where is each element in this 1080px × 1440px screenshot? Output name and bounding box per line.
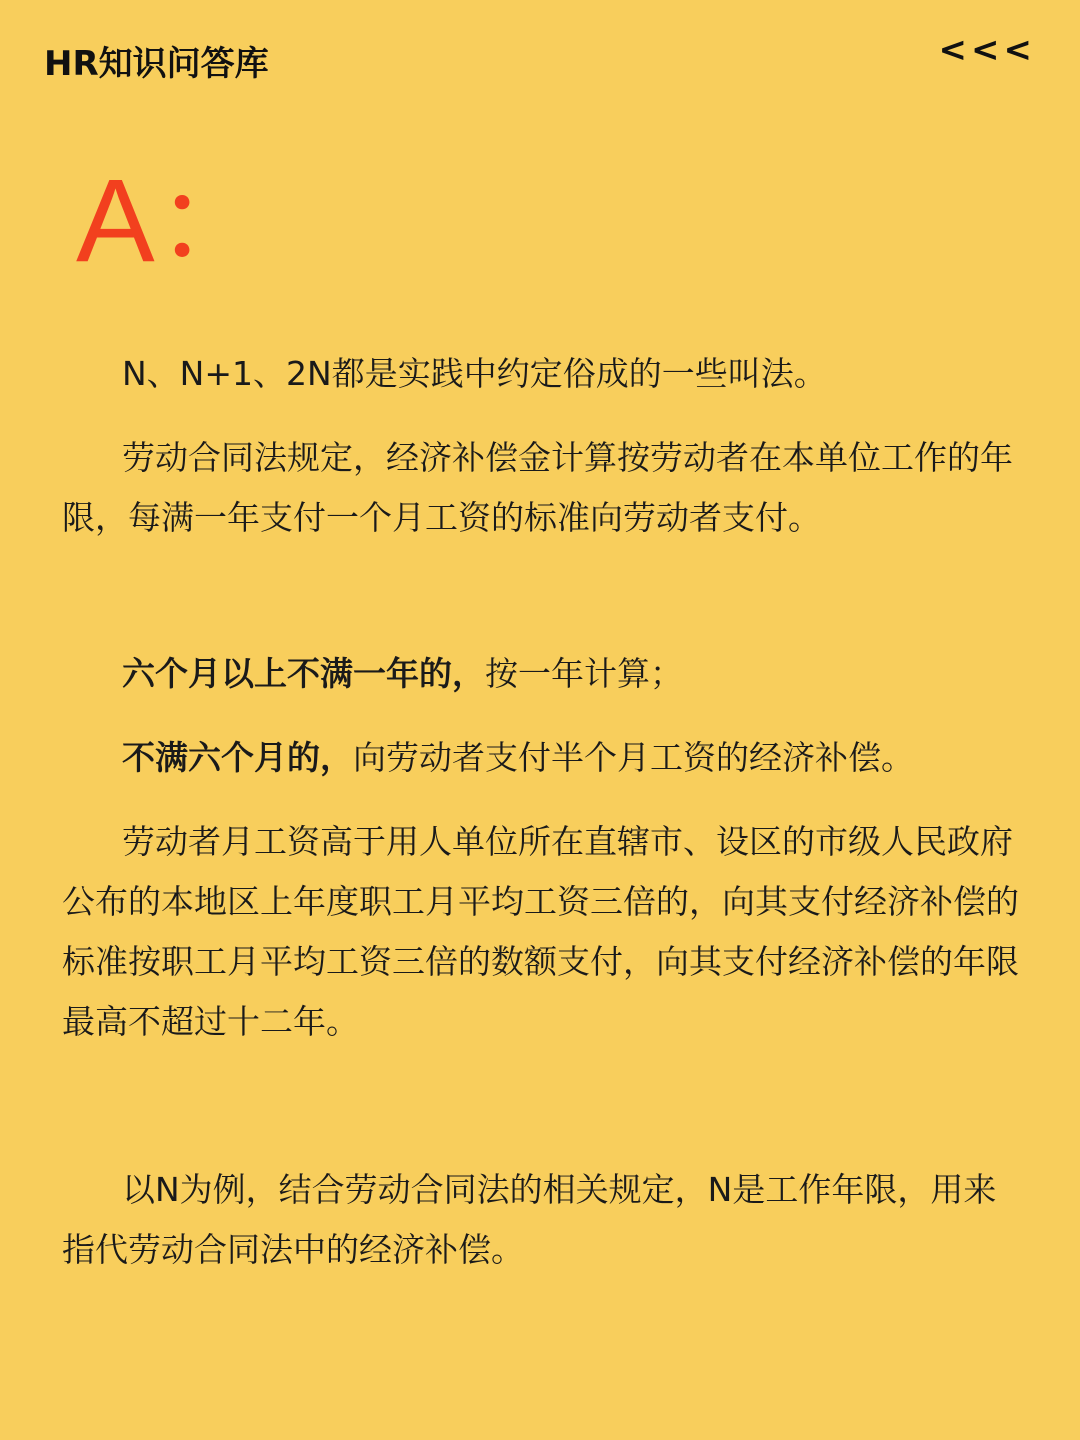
- paragraph-n-example: 以N为例，结合劳动合同法的相关规定，N是工作年限，用来指代劳动合同法中的经济补偿。: [62, 1170, 997, 1269]
- paragraph-salary-cap: 劳动者月工资高于用人单位所在直辖市、设区的市级人民政府公布的本地区上年度职工月平均工资三倍的，向其支付经济补偿的标准按职工月平均工资三倍的数额支付，向其支付经济补偿的年限最高不超过十二年。: [62, 822, 1019, 1041]
- paragraph-over-six-months: [62, 644, 1024, 704]
- answer-content: [62, 344, 1024, 1280]
- back-arrows-icon[interactable]: <<<: [938, 30, 1036, 70]
- brand-title: HR知识问答库: [44, 44, 269, 84]
- paragraph-under-six-months: [62, 728, 1024, 788]
- emphasis-over-six-months: 六个月以上不满一年的，: [122, 654, 485, 693]
- text-under-six-months: 向劳动者支付半个月工资的经济补偿。: [353, 738, 914, 777]
- emphasis-under-six-months: 不满六个月的，: [122, 738, 353, 777]
- answer-label: A：: [76, 155, 273, 287]
- paragraph-intro: N、N+1、2N都是实践中约定俗成的一些叫法。: [122, 354, 827, 393]
- text-over-six-months: 按一年计算；: [485, 654, 683, 693]
- paragraph-law-rule: 劳动合同法规定，经济补偿金计算按劳动者在本单位工作的年限，每满一年支付一个月工资的标准向劳动者支付。: [62, 438, 1013, 537]
